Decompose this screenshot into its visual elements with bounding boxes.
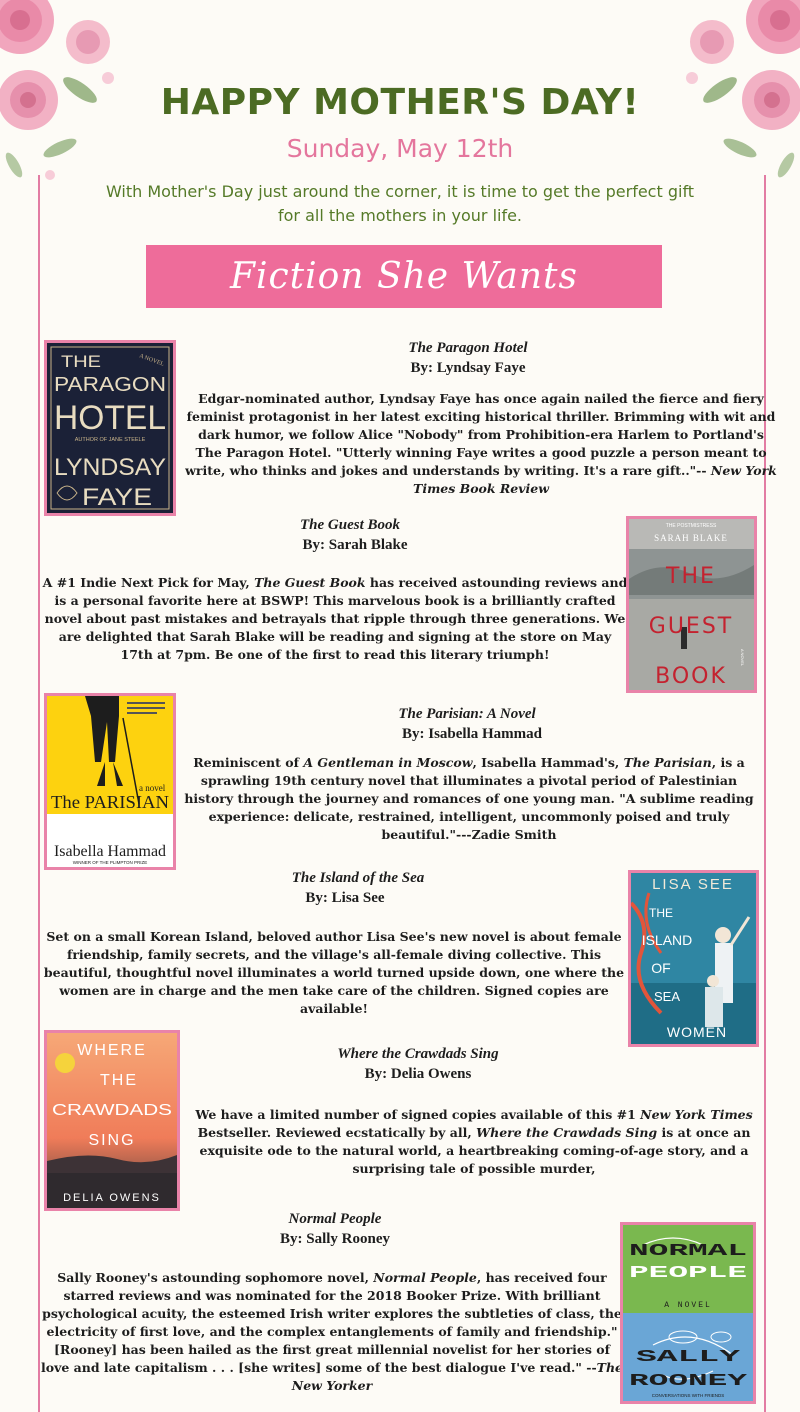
cover-text: DELIA OWENS	[63, 1192, 161, 1204]
intro-text: With Mother's Day just around the corner, it is time to get the perfect gift for all the mothers in your life.	[105, 182, 695, 225]
book-description: Set on a small Korean Island, beloved author Lisa See's new novel is about female friendship, family secrets, and the village's all-female diving collective. This beautiful, thoughtful novel illuminates a world turned upside down, one where the women are in charge and the men take care of the children. Signed copies are available!	[43, 929, 625, 1016]
cover-text: THE	[666, 564, 716, 589]
book-description: A #1 Indie Next Pick for May, The Guest Book has received astounding reviews and is a personal favorite here at BSWP! This marvelous book is a brilliantly crafted novel about past mistakes and betrayals that ripple through three generations. We are delighted that Sarah Blake will be reading and signing at the store on May 17th at 7pm. Be one of the first to read this literary triumph!	[42, 575, 628, 662]
cover-text: CRAWDADS	[52, 1102, 172, 1119]
book-cover-guest-book[interactable]	[626, 516, 757, 693]
cover-text: A NOVEL	[740, 649, 745, 667]
cover-text: LYNDSAY	[54, 454, 166, 481]
border-line-right	[764, 175, 766, 1412]
book-title: Normal People	[288, 1211, 382, 1227]
book-author: By: Sally Rooney	[279, 1231, 390, 1247]
book-author: By: Lisa See	[305, 890, 385, 906]
book-title: The Parisian: A Novel	[398, 706, 536, 722]
cover-text: ISLAND	[641, 932, 693, 948]
book-description: Edgar-nominated author, Lyndsay Faye has once again nailed the fierce and fiery feminist protagonist in her latest exciting historical thriller. Brimming with wit and dark humor, we follow Alice "Nobody" from Prohibition-era Harlem to Portland's The Paragon Hotel. "Utterly winning Faye writes a good puzzle a person meant to write, who thinks and jokes and understands by writing. It's a rare gift.."-- New York Times Book Review	[185, 391, 777, 496]
cover-text: SALLY	[636, 1348, 742, 1367]
book-author: By: Isabella Hammad	[401, 726, 542, 742]
cover-text: PARAGON	[54, 374, 166, 396]
cover-text: WHERE	[77, 1042, 147, 1059]
cover-text: THE	[100, 1072, 138, 1089]
book-title: The Guest Book	[299, 517, 400, 533]
book-cover-island-of-sea-women[interactable]	[628, 870, 759, 1047]
cover-text: FAYE	[82, 484, 152, 511]
cover-text: THE	[649, 906, 673, 920]
cover-text: ROONEY	[629, 1372, 749, 1391]
cover-text: BOOK	[655, 664, 727, 689]
cover-text: a novel	[139, 783, 166, 793]
cover-text: OF	[651, 960, 671, 976]
cover-text: A NOVEL	[664, 1301, 712, 1310]
cover-text: PEOPLE	[629, 1264, 747, 1283]
cover-text: SARAH BLAKE	[654, 533, 728, 543]
cover-text: NORMAL	[629, 1242, 747, 1261]
book-cover-normal-people[interactable]	[620, 1222, 756, 1404]
book-cover-paragon-hotel[interactable]	[44, 340, 176, 516]
cover-text: LISA SEE	[652, 876, 734, 893]
book-description: We have a limited number of signed copies available of this #1 New York Times Bestseller. Reviewed ecstatically by all, Where the Crawdads Sing is at once an exquisite ode to the natural world, a heartbreaking coming-of-age story, and a surprising tale of possible murder,	[195, 1107, 753, 1176]
book-title: The Paragon Hotel	[408, 340, 528, 356]
cover-text: Isabella Hammad	[54, 843, 166, 860]
section-banner-label: Fiction She Wants	[230, 256, 578, 297]
cover-text: HOTEL	[54, 399, 166, 437]
event-date: Sunday, May 12th	[286, 134, 514, 163]
book-cover-crawdads[interactable]	[44, 1030, 180, 1211]
border-line-left	[38, 175, 40, 1412]
cover-text: WINNER OF THE PLIMPTON PRIZE	[72, 860, 148, 865]
book-description: Reminiscent of A Gentleman in Moscow, Isabella Hammad's, The Parisian, is a sprawling 19th century novel that illuminates a pivotal period of Palestinian history through the journey and romances of one young man. "A sublime reading experience: delicate, restrained, intelligent, uncommonly poised and truly beautiful."---Zadie Smith	[184, 755, 754, 842]
book-author: By: Lyndsay Faye	[410, 360, 526, 376]
book-author: By: Delia Owens	[364, 1066, 472, 1082]
book-description: Sally Rooney's astounding sophomore novel, Normal People, has received four starred reviews and was nominated for the 2018 Booker Prize. With brilliant psychological acuity, the esteemed Irish writer explores the subtleties of class, the electricity of first love, and the complex entanglements of family and friendship."[Rooney] has been hailed as the first great millennial novelist for her stories of love and late capitalism . . . [she writes] some of the best dialogue I've read." --The New Yorker	[41, 1270, 623, 1393]
cover-text: WOMEN	[666, 1024, 728, 1040]
book-title: The Island of the Sea	[291, 870, 425, 886]
cover-text: A NOVEL	[138, 353, 165, 368]
book-title: Where the Crawdads Sing	[337, 1046, 499, 1062]
section-banner	[146, 245, 662, 308]
cover-text: CONVERSATIONS WITH FRIENDS	[651, 1393, 725, 1398]
cover-text: AUTHOR OF JANE STEELE	[74, 437, 146, 443]
cover-text: THE POSTMISTRESS	[665, 523, 717, 529]
cover-text: THE	[61, 352, 101, 371]
book-cover-parisian[interactable]	[44, 693, 176, 870]
cover-text: The PARISIAN	[51, 792, 169, 812]
cover-text: SEA	[653, 989, 681, 1004]
cover-text: GUEST	[648, 614, 734, 639]
cover-text: SING	[88, 1132, 136, 1149]
book-author: By: Sarah Blake	[302, 537, 408, 553]
page-title: HAPPY MOTHER'S DAY!	[160, 82, 640, 123]
